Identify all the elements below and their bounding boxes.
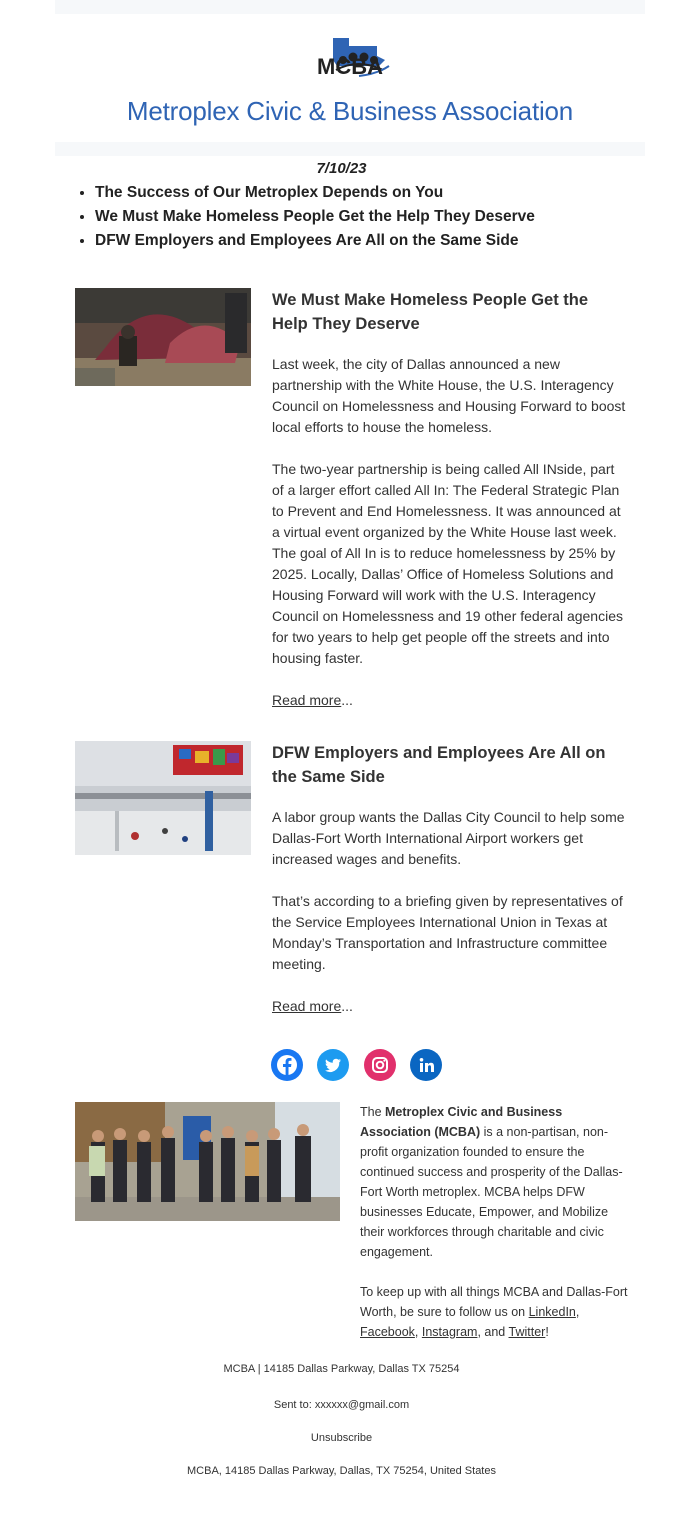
table-of-contents	[75, 181, 535, 253]
instagram-icon[interactable]	[364, 1049, 396, 1081]
follow-paragraph	[360, 1282, 628, 1342]
follow-text: To keep up with all things MCBA and Dallas-Fort Worth, be sure to follow us on	[360, 1285, 628, 1319]
toc-item: • We Must Make Homeless People Get the Help They Deserve	[95, 205, 535, 229]
read-more-link[interactable]: Read more	[272, 998, 342, 1014]
issue-date: 7/10/23	[316, 160, 367, 177]
read-more-link[interactable]: Read more	[272, 692, 342, 708]
footer-unsubscribe-row	[0, 1432, 683, 1444]
about-text: is a non-partisan, non-profit organization founded to ensure the continued success and prosperity of the Dallas-Fort Worth metroplex. MCBA helps DFW businesses Educate, Empower, and Mobilize their workforces through charitable and civic engagement.	[360, 1125, 623, 1259]
about-text: The	[360, 1105, 386, 1119]
article-title: DFW Employers and Employees Are All on the Same Side	[272, 744, 606, 786]
toc-item: • The Success of Our Metroplex Depends on You	[95, 181, 535, 205]
footer-sent-to: Sent to: xxxxxx@gmail.com	[273, 1399, 410, 1411]
footer-address-full: MCBA, 14185 Dallas Parkway, Dallas, TX 75254, United States	[187, 1465, 496, 1477]
about-group-photo	[75, 1102, 340, 1221]
article-dfw-employers	[272, 741, 626, 1038]
separator: , and	[477, 1325, 509, 1339]
email-header	[55, 0, 645, 156]
facebook-icon[interactable]	[271, 1049, 303, 1081]
twitter-icon[interactable]	[317, 1049, 349, 1081]
ellipsis: ...	[341, 692, 353, 708]
article-paragraph: A labor group wants the Dallas City Council to help some Dallas-Fort Worth International Airport workers get increased wages and benefits.	[272, 809, 625, 867]
instagram-link[interactable]: Instagram	[421, 1325, 478, 1339]
article-paragraph: That’s according to a briefing given by representatives of the Service Employees International Union in Texas at Monday’s Transportation and Infrastructure committee meeting.	[272, 893, 623, 972]
unsubscribe-link[interactable]: Unsubscribe	[310, 1432, 373, 1444]
separator: ,	[575, 1305, 580, 1319]
twitter-link[interactable]: Twitter	[508, 1325, 546, 1339]
logo-wordmark: Metroplex Civic & Business Association	[126, 96, 574, 126]
group-photo	[75, 1102, 340, 1221]
logo-abbr: MCBA	[317, 54, 383, 79]
footer-address: MCBA | 14185 Dallas Parkway, Dallas TX 75254	[223, 1363, 460, 1375]
article-image-homeless-camp	[75, 288, 251, 386]
separator: ,	[414, 1325, 422, 1339]
punctuation: !	[545, 1325, 549, 1339]
about-paragraph	[360, 1102, 628, 1262]
read-more-row	[272, 996, 626, 1017]
article-image-airport	[75, 741, 251, 855]
linkedin-link[interactable]: LinkedIn	[528, 1305, 576, 1319]
facebook-link[interactable]: Facebook	[360, 1325, 415, 1339]
toc-item: • DFW Employers and Employees Are All on the Same Side	[95, 229, 535, 253]
read-more-row	[272, 690, 626, 711]
social-links	[271, 1049, 452, 1081]
article-paragraph: The two-year partnership is being called All INside, part of a larger effort called All In: The Federal Strategic Plan to Prevent and End Homelessness. It was announced at a virtual event organized by the White House last week. The goal of All In is to reduce homelessness by 25% by 2025. Locally, Dallas’ Office of Homeless Solutions and Housing Forward will work with the U.S. Interagency Council on Homelessness and 19 other federal agencies for two years to help get people off the streets and into housing faster.	[272, 461, 623, 666]
article-homeless	[272, 288, 626, 732]
linkedin-icon[interactable]	[410, 1049, 442, 1081]
org-name: Metroplex Civic and Business Association (MCBA)	[360, 1105, 563, 1139]
airport-terminal-photo	[75, 741, 251, 855]
about-section	[360, 1102, 628, 1362]
homeless-camp-photo	[75, 288, 251, 386]
article-title: We Must Make Homeless People Get the Help They Deserve	[272, 291, 589, 333]
ellipsis: ...	[341, 998, 353, 1014]
article-paragraph: Last week, the city of Dallas announced a new partnership with the White House, the U.S. Interagency Council on Homelessness and Housing Forward to boost local efforts to house the homeless.	[272, 356, 626, 435]
